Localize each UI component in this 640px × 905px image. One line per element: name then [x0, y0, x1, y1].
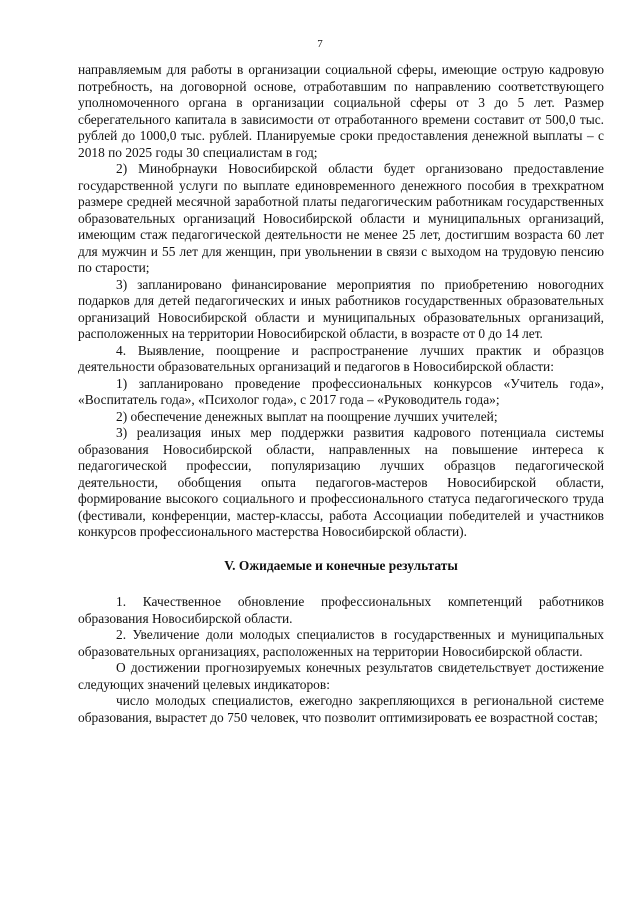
result-indicator-young-specialists: число молодых специалистов, ежегодно закрепляющихся в региональной системе образования, вырастет до 750 человек, что позволит оптимизировать ее возрастной состав;: [78, 693, 604, 725]
result-item-1: 1. Качественное обновление профессиональных компетенций работников образования Новосибирской области.: [78, 594, 604, 626]
paragraph-item-2: 2) Минобрнауки Новосибирской области будет организовано предоставление государственной услуги по выплате единовременного денежного пособия в трехкратном размере средней месячной заработной платы педагогическим работникам государственных образовательных организаций Новосибирской области и муниципальных организаций, имеющим стаж педагогической деятельности не менее 25 лет, достигшим возраста 60 лет для мужчин и 55 лет для женщин, при увольнении в связи с выходом на трудовую пенсию по старости;: [78, 161, 604, 275]
paragraph-item-3: 3) запланировано финансирование мероприятия по приобретению новогодних подарков для детей педагогических и иных работников государственных образовательных организаций Новосибирской области и муниципальных образовательных организаций, расположенных на территории Новосибирской области, в возрасте от 0 до 14 лет.: [78, 276, 604, 341]
section-heading: V. Ожидаемые и конечные результаты: [224, 557, 458, 573]
paragraph-subitem-1: 1) запланировано проведение профессиональных конкурсов «Учитель года», «Воспитатель года», «Психолог года», с 2017 года – «Руководитель года»;: [78, 375, 604, 407]
result-item-2: 2. Увеличение доли молодых специалистов в государственных и муниципальных образовательных организациях, расположенных на территории Новосибирской области.: [78, 627, 604, 659]
paragraph-subitem-3: 3) реализация иных мер поддержки развития кадрового потенциала системы образования Новосибирской области, направленных на повышение интереса к педагогической профессии, популяризацию лучших образцов педагогической деятельности, обобщения опыта педагогов-мастеров Новосибирской области, формирование высокого социального и профессионального статуса педагогического труда (фестивали, конференции, мастер-классы, работа Ассоциации победителей и участников конкурсов профессионального мастерства Новосибирской области).: [78, 425, 604, 539]
result-indicators-intro: О достижении прогнозируемых конечных результатов свидетельствует достижение следующих значений целевых индикаторов:: [78, 660, 604, 692]
paragraph-section-4: 4. Выявление, поощрение и распространение лучших практик и образцов деятельности образовательных организаций и педагогов в Новосибирской области:: [78, 342, 604, 374]
paragraph-subitem-2: 2) обеспечение денежных выплат на поощрение лучших учителей;: [116, 408, 498, 424]
document-body: [78, 62, 604, 726]
page-number: 7: [317, 38, 323, 50]
paragraph-continuation: направляемым для работы в организации социальной сферы, имеющие острую кадровую потребность, на договорной основе, отработавшим по направлению соответствующего уполномоченного органа в организации социальной сферы от 3 до 5 лет. Размер сберегательного капитала в зависимости от отработанного времени составит от 500,0 тыс. рублей до 1000,0 тыс. рублей. Планируемые сроки предоставления денежной выплаты – с 2018 по 2025 годы 30 специалистам в год;: [78, 62, 604, 160]
